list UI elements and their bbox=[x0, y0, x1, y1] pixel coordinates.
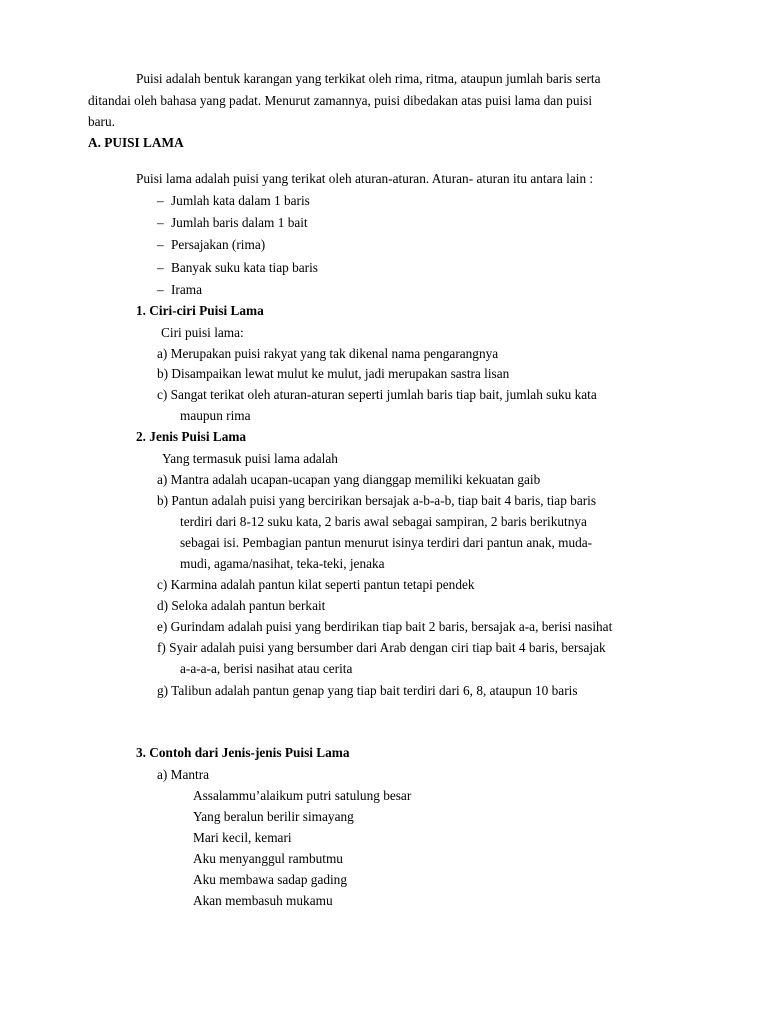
jenis-item-a: a) Mantra adalah ucapan-ucapan yang dianggap memiliki kekuatan gaib bbox=[157, 472, 541, 487]
mantra-line: Yang beralun berilir simayang bbox=[193, 809, 354, 824]
jenis-item-c: c) Karmina adalah pantun kilat seperti pantun tetapi pendek bbox=[157, 577, 475, 592]
jenis-heading: 2. Jenis Puisi Lama bbox=[136, 429, 247, 444]
intro-line-1: Puisi adalah bentuk karangan yang terkikat oleh rima, ritma, ataupun jumlah baris serta bbox=[136, 71, 601, 86]
rule-item: – Irama bbox=[157, 282, 203, 297]
ciri-item-c: c) Sangat terikat oleh aturan-aturan seperti jumlah baris tiap bait, jumlah suku kata bbox=[157, 387, 597, 402]
rule-item: – Banyak suku kata tiap baris bbox=[157, 260, 318, 275]
jenis-item-b-cont: terdiri dari 8-12 suku kata, 2 baris awal sebagai sampiran, 2 baris berikutnya bbox=[180, 514, 587, 529]
jenis-item-b: b) Pantun adalah puisi yang bercirikan bersajak a-b-a-b, tiap bait 4 baris, tiap baris bbox=[157, 493, 597, 508]
mantra-line: Akan membasuh mukamu bbox=[193, 893, 333, 908]
ciri-heading: 1. Ciri-ciri Puisi Lama bbox=[136, 303, 264, 318]
mantra-line: Aku menyanggul rambutmu bbox=[193, 851, 343, 866]
jenis-item-f-cont: a-a-a-a, berisi nasihat atau cerita bbox=[180, 661, 353, 676]
intro-line-3: baru. bbox=[88, 114, 115, 129]
jenis-item-b-cont: mudi, agama/nasihat, teka-teki, jenaka bbox=[180, 556, 385, 571]
section-a-definition: Puisi lama adalah puisi yang terikat oleh aturan-aturan. Aturan- aturan itu antara lain : bbox=[136, 171, 594, 186]
ciri-item-c-cont: maupun rima bbox=[180, 408, 251, 423]
jenis-item-f: f) Syair adalah puisi yang bersumber dari Arab dengan ciri tiap bait 4 baris, bersajak bbox=[157, 640, 606, 655]
ciri-item-a: a) Merupakan puisi rakyat yang tak dikenal nama pengarangnya bbox=[157, 346, 499, 361]
jenis-item-e: e) Gurindam adalah puisi yang berdirikan tiap bait 2 baris, bersajak a-a, berisi nasihat bbox=[157, 619, 613, 634]
dash-bullet: – bbox=[157, 215, 164, 230]
section-a-heading: A. PUISI LAMA bbox=[88, 135, 184, 150]
dash-bullet: – bbox=[157, 237, 164, 252]
ciri-intro: Ciri puisi lama: bbox=[161, 325, 244, 340]
jenis-item-d: d) Seloka adalah pantun berkait bbox=[157, 598, 326, 613]
dash-bullet: – bbox=[157, 282, 164, 297]
jenis-item-g: g) Talibun adalah pantun genap yang tiap bait terdiri dari 6, 8, ataupun 10 baris bbox=[157, 683, 578, 698]
mantra-line: Assalammu’alaikum putri satulung besar bbox=[193, 788, 412, 803]
jenis-intro: Yang termasuk puisi lama adalah bbox=[162, 451, 338, 466]
rule-item: – Persajakan (rima) bbox=[157, 237, 266, 252]
intro-line-2: ditandai oleh bahasa yang padat. Menurut zamannya, puisi dibedakan atas puisi lama dan puisi bbox=[88, 93, 593, 108]
jenis-item-b-cont: sebagai isi. Pembagian pantun menurut isinya terdiri dari pantun anak, muda- bbox=[180, 535, 593, 550]
ciri-item-b: b) Disampaikan lewat mulut ke mulut, jadi merupakan sastra lisan bbox=[157, 366, 510, 381]
mantra-line: Mari kecil, kemari bbox=[193, 830, 292, 845]
mantra-line: Aku membawa sadap gading bbox=[193, 872, 347, 887]
dash-bullet: – bbox=[157, 193, 164, 208]
rule-item: – Jumlah kata dalam 1 baris bbox=[157, 193, 310, 208]
contoh-heading: 3. Contoh dari Jenis-jenis Puisi Lama bbox=[136, 745, 350, 760]
rule-item: – Jumlah baris dalam 1 bait bbox=[157, 215, 308, 230]
contoh-mantra-label: a) Mantra bbox=[157, 767, 210, 782]
dash-bullet: – bbox=[157, 260, 164, 275]
